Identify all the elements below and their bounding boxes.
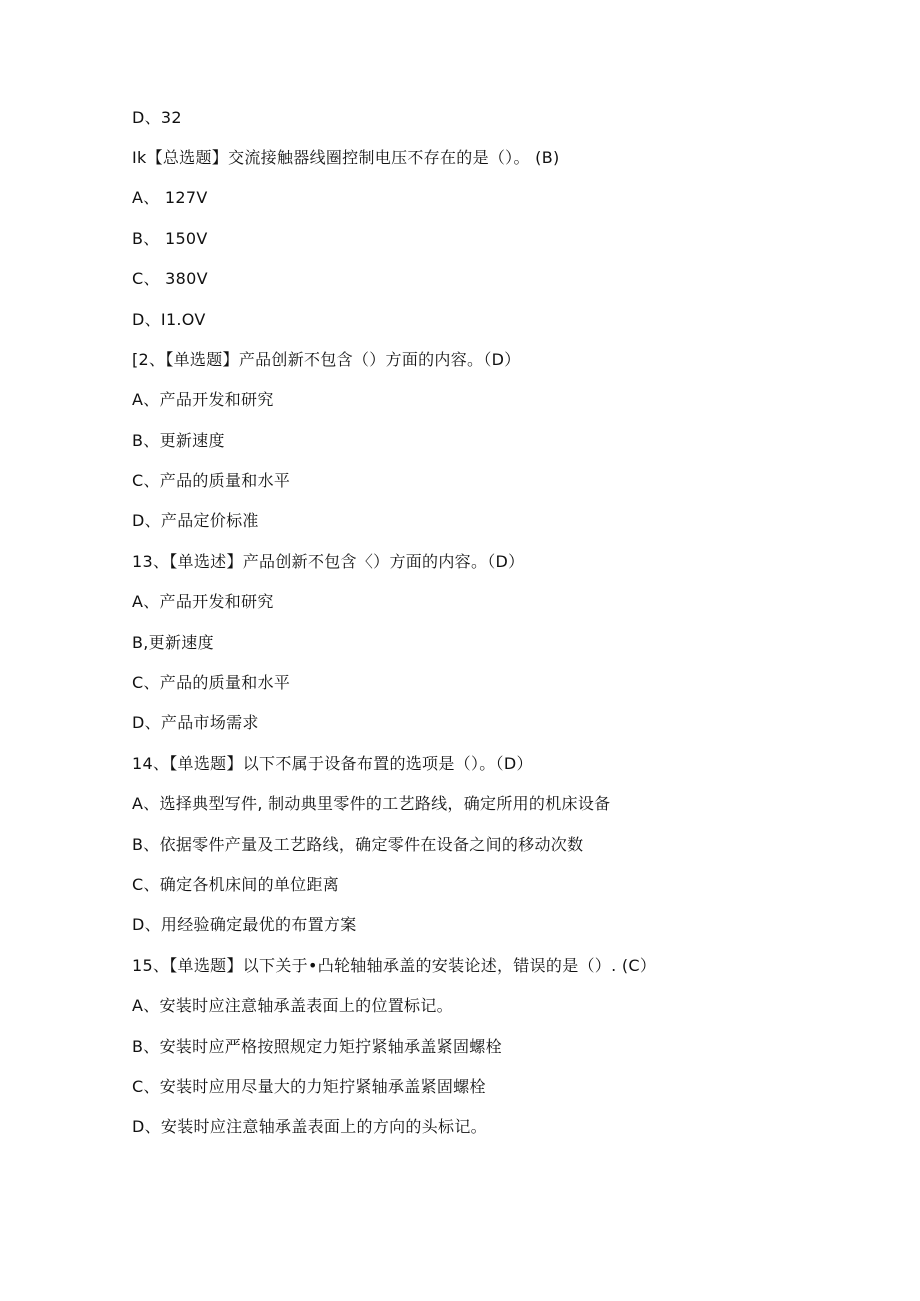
question-line: 15、【单选题】以下关于•凸轮轴轴承盖的安装论述，错误的是（）. (C） [132,956,657,975]
option-line: B、更新速度 [132,431,225,450]
question-line: 14、【单选题】以下不属于设备布置的选项是（）。（D） [132,754,533,773]
option-line: B、依据零件产量及工艺路线，确定零件在设备之间的移动次数 [132,835,584,854]
option-line: C、 380V [132,269,208,288]
option-line: C、确定各机床间的单位距离 [132,875,340,894]
option-line: D、用经验确定最优的布置方案 [132,915,357,934]
option-line: C、产品的质量和水平 [132,673,291,692]
option-line: D、安装时应注意轴承盖表面上的方向的头标记。 [132,1117,487,1136]
question-line: 13、【单选述】产品创新不包含〈）方面的内容。（D） [132,552,525,571]
option-line: A、产品开发和研究 [132,592,274,611]
option-line: C、安装时应用尽量大的力矩拧紧轴承盖紧固螺栓 [132,1077,486,1096]
option-line: C、产品的质量和水平 [132,471,291,490]
option-line: A、 127V [132,188,208,207]
option-line: A、选择典型写件, 制动典里零件的工艺路线，确定所用的机床设备 [132,794,611,813]
option-line: A、安装时应注意轴承盖表面上的位置标记。 [132,996,453,1015]
option-line: B,更新速度 [132,633,214,652]
option-line: D、32 [132,108,182,127]
question-line: Ik【总选题】交流接触器线圈控制电压不存在的是（）。 (B) [132,148,560,167]
option-line: D、I1.OV [132,310,206,329]
option-line: B、 150V [132,229,208,248]
question-line: [2、【单选题】产品创新不包含（）方面的内容。（D） [132,350,521,369]
option-line: D、产品定价标准 [132,511,259,530]
option-line: B、安装时应严格按照规定力矩拧紧轴承盖紧固螺栓 [132,1037,502,1056]
option-line: D、产品市场需求 [132,713,259,732]
option-line: A、产品开发和研究 [132,390,274,409]
